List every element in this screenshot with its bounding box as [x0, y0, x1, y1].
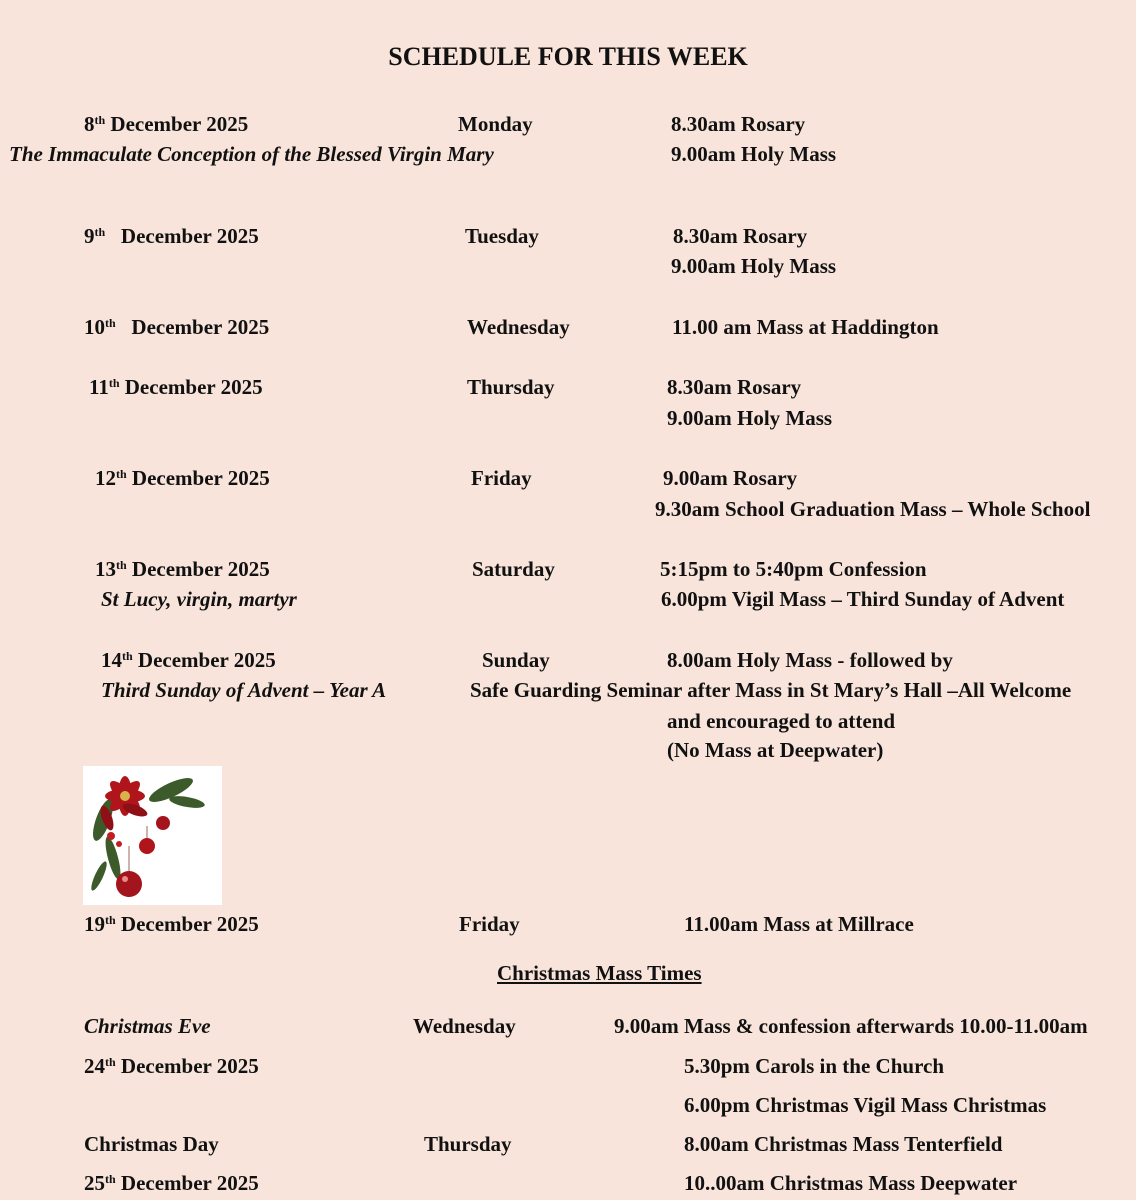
christmas-day-label: Christmas Day	[84, 1132, 219, 1156]
event-14-2: Safe Guarding Seminar after Mass in St Mary’s Hall –All Welcome	[470, 678, 1072, 702]
event-8-1: 8.30am Rosary	[671, 112, 806, 136]
christmas-poinsettia-image	[83, 766, 222, 905]
date-24: 24th December 2025	[84, 1054, 259, 1078]
christmas-eve-label: Christmas Eve	[84, 1014, 211, 1038]
date-8: 8th December 2025	[84, 112, 249, 136]
event-19-1: 11.00am Mass at Millrace	[684, 912, 914, 936]
event-12-1: 9.00am Rosary	[663, 466, 798, 490]
feast-13: St Lucy, virgin, martyr	[101, 587, 297, 611]
event-11-2: 9.00am Holy Mass	[667, 406, 833, 430]
weekday-saturday: Saturday	[472, 557, 555, 581]
date-14: 14th December 2025	[101, 648, 276, 672]
weekday-wednesday: Wednesday	[467, 315, 570, 339]
date-13: 13th December 2025	[95, 557, 270, 581]
christmas-eve-event-2: 5.30pm Carols in the Church	[684, 1054, 945, 1078]
date-25: 25th December 2025	[84, 1171, 259, 1195]
event-12-2: 9.30am School Graduation Mass – Whole School	[655, 497, 1091, 521]
christmas-day-event-1: 8.00am Christmas Mass Tenterfield	[684, 1132, 1003, 1156]
date-11: 11th December 2025	[89, 375, 263, 399]
event-14-1: 8.00am Holy Mass - followed by	[667, 648, 953, 672]
date-9: 9th December 2025	[84, 224, 259, 248]
weekday-monday: Monday	[458, 112, 533, 136]
event-8-2: 9.00am Holy Mass	[671, 142, 837, 166]
event-14-3: and encouraged to attend	[667, 709, 896, 733]
event-11-1: 8.30am Rosary	[667, 375, 802, 399]
event-9-2: 9.00am Holy Mass	[671, 254, 837, 278]
event-13-2: 6.00pm Vigil Mass – Third Sunday of Advent	[661, 587, 1065, 611]
christmas-day-weekday: Thursday	[424, 1132, 512, 1156]
weekday-tuesday: Tuesday	[465, 224, 539, 248]
flower-center	[120, 791, 130, 801]
weekday-thursday: Thursday	[467, 375, 555, 399]
weekday-sunday: Sunday	[482, 648, 550, 672]
christmas-heading: Christmas Mass Times	[497, 961, 702, 985]
christmas-day-event-2: 10..00am Christmas Mass Deepwater	[684, 1171, 1018, 1195]
event-13-1: 5:15pm to 5:40pm Confession	[660, 557, 927, 581]
event-9-1: 8.30am Rosary	[673, 224, 808, 248]
event-14-4: (No Mass at Deepwater)	[667, 738, 884, 762]
event-10-1: 11.00 am Mass at Haddington	[672, 315, 939, 339]
feast-8: The Immaculate Conception of the Blessed Virgin Mary	[9, 142, 494, 166]
christmas-eve-event-1: 9.00am Mass & confession afterwards 10.00-11.00am	[614, 1014, 1088, 1038]
date-19: 19th December 2025	[84, 912, 259, 936]
date-10: 10th December 2025	[84, 315, 270, 339]
weekday-friday-19: Friday	[459, 912, 520, 936]
weekday-friday: Friday	[471, 466, 532, 490]
feast-14: Third Sunday of Advent – Year A	[101, 678, 387, 702]
date-12: 12th December 2025	[95, 466, 270, 490]
christmas-eve-weekday: Wednesday	[413, 1014, 516, 1038]
christmas-eve-event-3: 6.00pm Christmas Vigil Mass Christmas	[684, 1093, 1047, 1117]
page-title: SCHEDULE FOR THIS WEEK	[388, 42, 748, 71]
